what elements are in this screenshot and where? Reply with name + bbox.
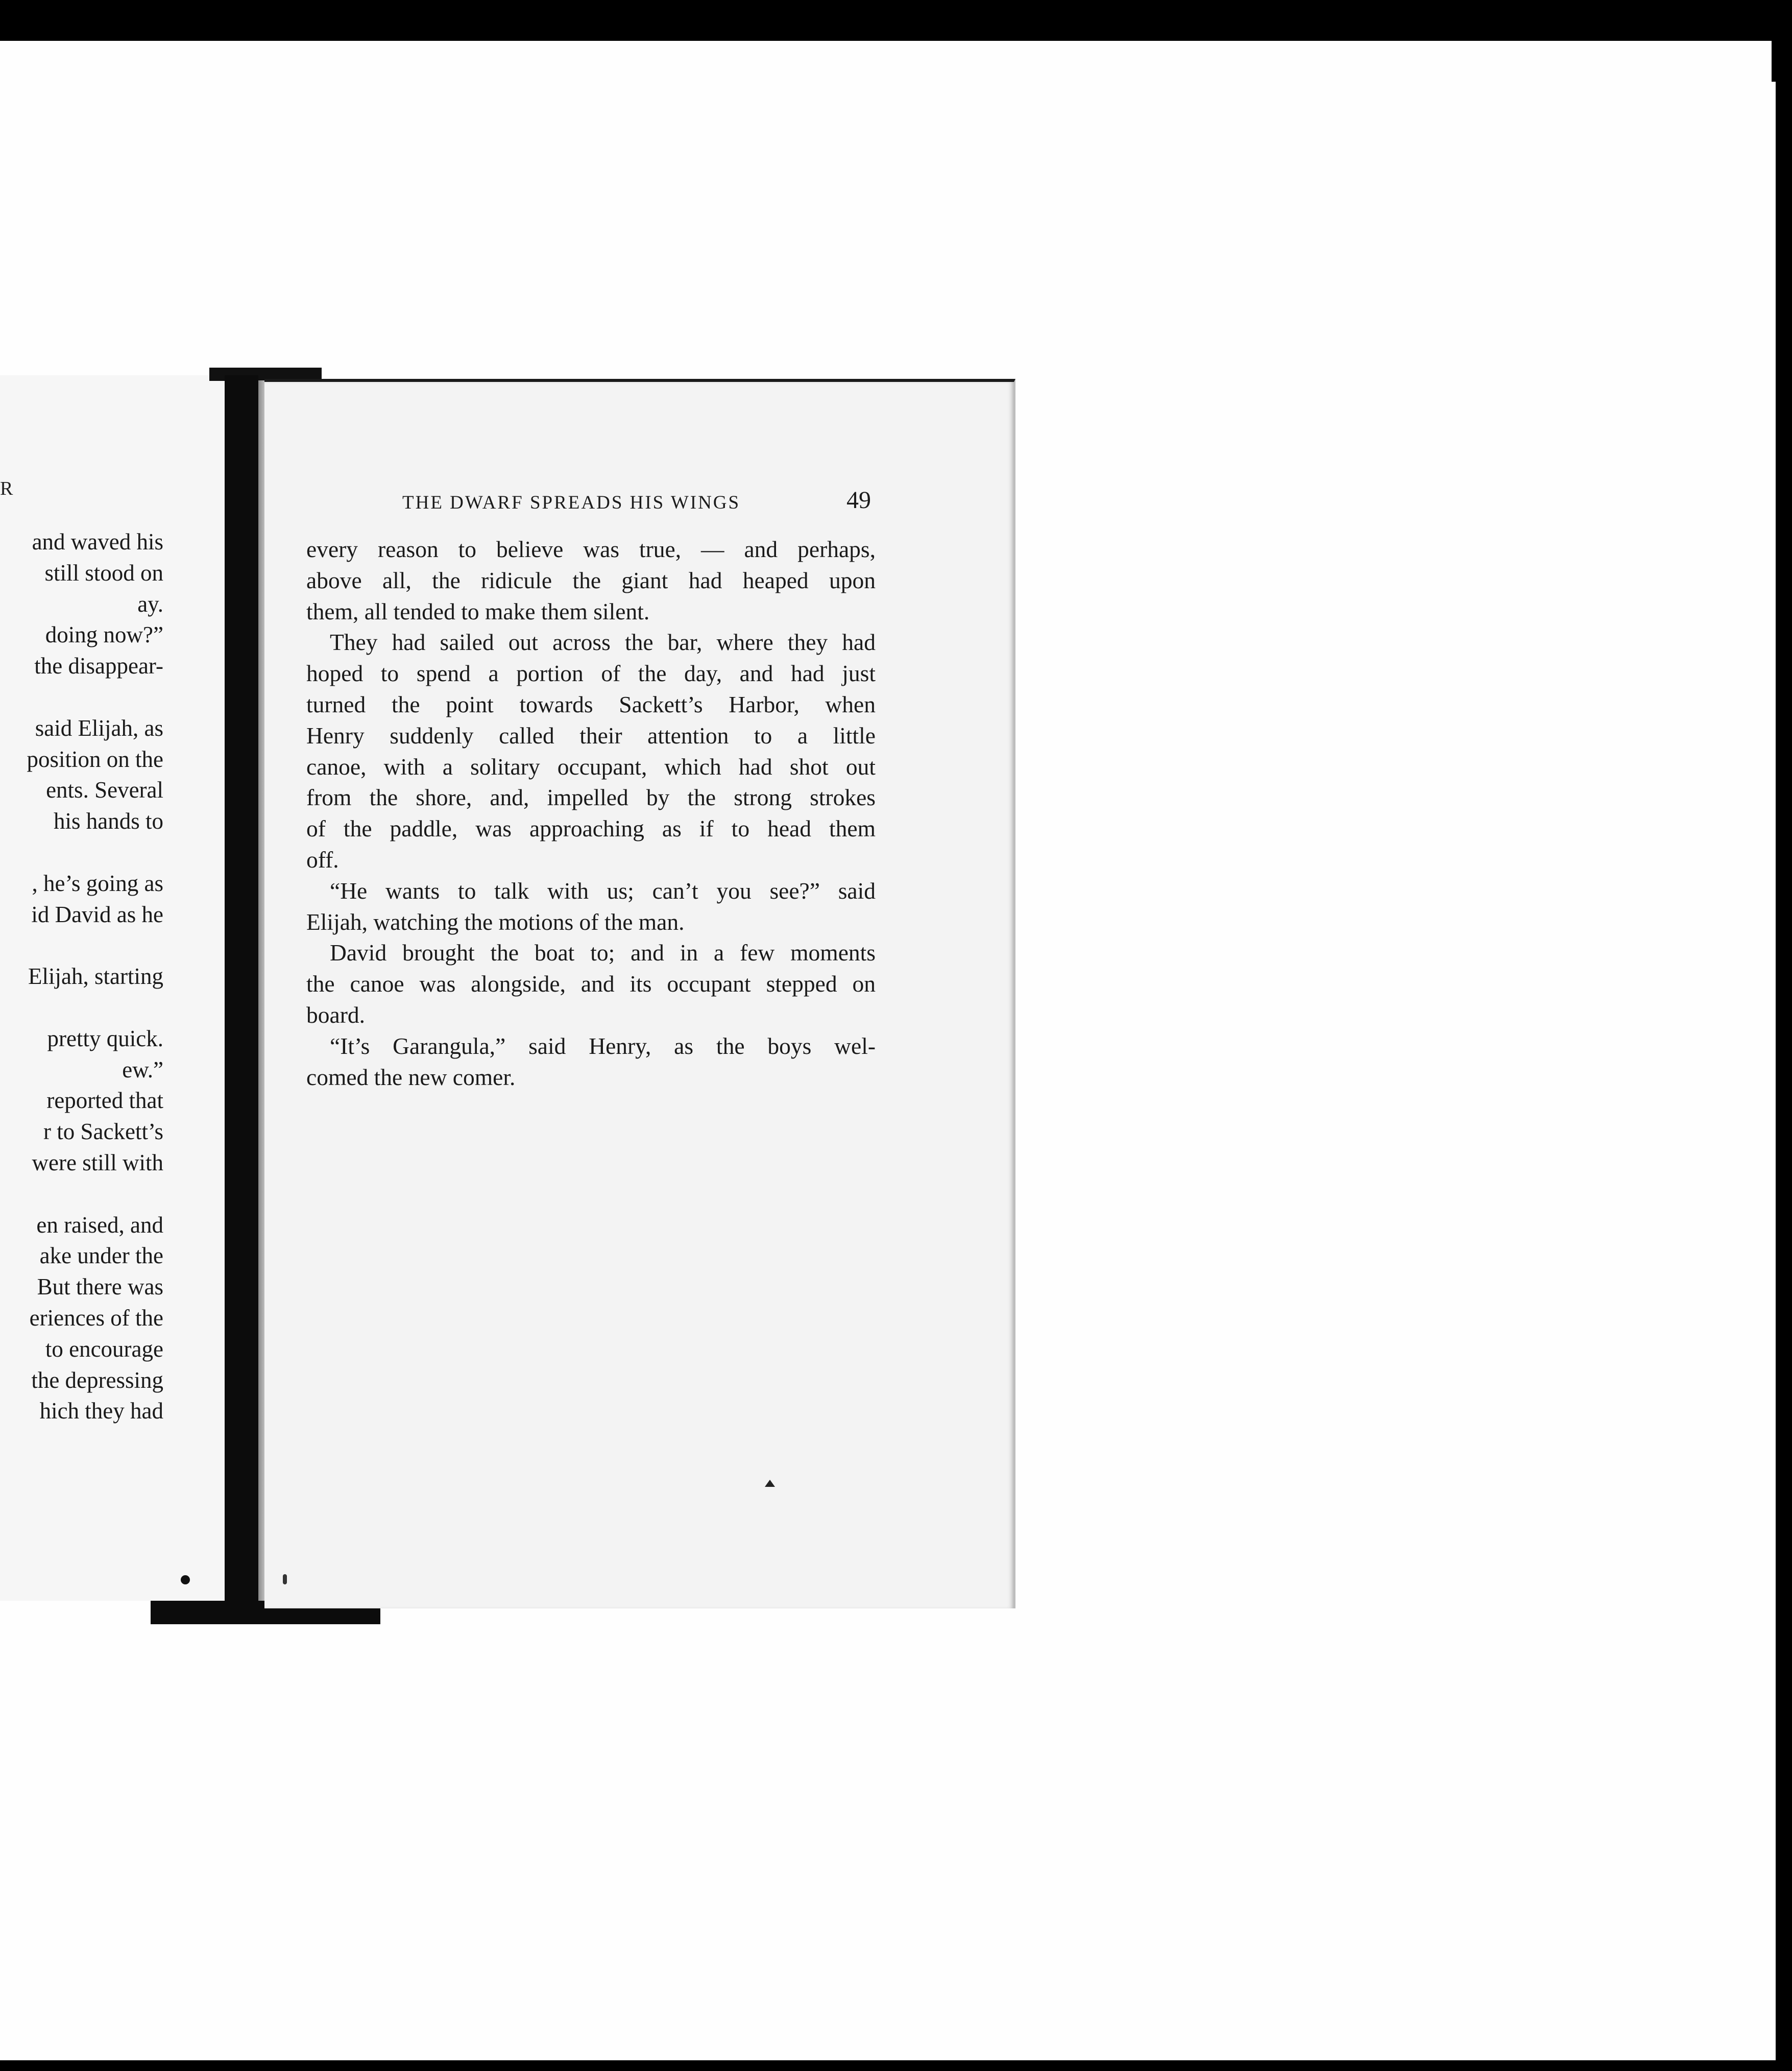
ink-spot [181,1575,190,1584]
text-line: from the shore, and, impelled by the strong strokes [306,784,876,811]
text-line: were still with [32,1149,163,1175]
text-line: ents. Several [46,777,163,803]
text-line: en raised, and [36,1212,163,1238]
text-line: ew.” [122,1056,163,1082]
ink-mark [765,1480,775,1487]
text-line: Henry suddenly called their attention to a little [306,722,876,749]
text-line [27,837,164,868]
text-line: reported that [46,1088,163,1114]
text-line: But there was [37,1274,163,1300]
text-line: the canoe was alongside, and its occupant stepped on [306,971,876,997]
text-line [27,1178,164,1210]
text-line: , he’s going as [32,870,163,896]
book-spine [225,375,258,1601]
text-line: board. [306,1001,365,1028]
text-line: doing now?” [45,622,163,648]
text-line: “It’s Garangula,” said Henry, as the boys wel- [330,1032,876,1059]
left-page-text [27,526,164,1427]
text-line: Elijah, starting [28,964,163,990]
left-page [0,375,225,1601]
text-line: off. [306,846,339,873]
page-number: 49 [846,487,871,514]
text-line: pretty quick. [47,1025,163,1051]
text-line: r to Sackett’s [43,1119,163,1145]
text-line: position on the [27,746,163,772]
text-line: hich they had [39,1398,163,1424]
text-line: said Elijah, as [35,715,163,741]
frame-edge-mark [1772,41,1792,82]
left-running-head-fragment: R [0,478,14,499]
text-line: his hands to [53,808,163,834]
frame-edge-mark [1782,1328,1792,1348]
text-line: of the paddle, was approaching as if to head them [306,815,876,842]
text-line: the disappear- [34,653,163,679]
text-line: comed the new comer. [306,1064,516,1090]
right-page [264,379,1015,1608]
frame-edge-mark [1776,2022,1792,2068]
text-line: David brought the boat to; and in a few moments [330,940,876,966]
page-body-text [306,534,876,1093]
text-line: Elijah, watching the motions of the man. [306,908,685,935]
text-line [27,930,164,961]
running-head: THE DWARF SPREADS HIS WINGS [402,492,741,513]
text-line [27,992,164,1023]
text-line: hoped to spend a portion of the day, and had just [306,660,876,687]
text-line: every reason to believe was true, — and perhaps, [306,536,876,562]
text-line: and waved his [32,529,163,555]
text-line: above all, the ridicule the giant had heaped upon [306,567,876,593]
text-line: ake under the [39,1243,163,1269]
text-line: to encourage [45,1336,163,1362]
text-line: turned the point towards Sackett’s Harbor, when [306,691,876,717]
text-line: the depressing [31,1367,163,1393]
text-line: id David as he [31,901,163,927]
text-line: They had sailed out across the bar, where they had [330,629,876,656]
text-line: “He wants to talk with us; can’t you see?” said [330,877,876,904]
text-line: eriences of the [29,1305,163,1331]
ink-spot [283,1574,287,1584]
text-line: still stood on [44,560,163,586]
text-line: ay. [137,591,163,617]
text-line: them, all tended to make them silent. [306,598,650,624]
text-line [27,682,164,713]
text-line: canoe, with a solitary occupant, which had shot out [306,753,876,780]
